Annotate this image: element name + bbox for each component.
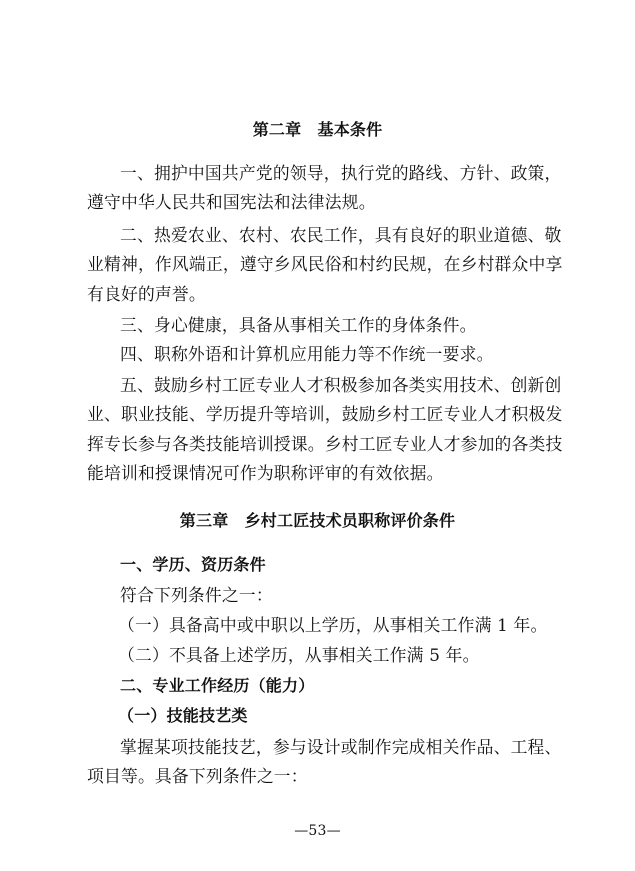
section-1-intro: 符合下列条件之一： bbox=[120, 585, 273, 605]
paragraph-5-line-2: 业、职业技能、学历提升等培训，鼓励乡村工匠专业人才积极发 bbox=[87, 404, 563, 424]
section-2-subheading: （一）技能技艺类 bbox=[118, 706, 248, 725]
section-1-item-1: （一）具备高中或中职以上学历，从事相关工作满 1 年。 bbox=[118, 615, 548, 635]
chapter-2-title: 第二章 基本条件 bbox=[252, 120, 383, 139]
paragraph-3: 三、身心健康，具备从事相关工作的身体条件。 bbox=[120, 315, 477, 335]
page-number: —53— bbox=[294, 823, 341, 839]
paragraph-2-line-3: 有良好的声誉。 bbox=[87, 284, 206, 304]
chapter-3-title: 第三章 乡村工匠技术员职称评价条件 bbox=[179, 511, 456, 530]
paragraph-1-line-2: 遵守中华人民共和国宪法和法律法规。 bbox=[87, 192, 376, 212]
paragraph-5-line-3: 挥专长参与各类技能培训授课。乡村工匠专业人才参加的各类技 bbox=[87, 434, 563, 454]
paragraph-2-line-1: 二、热爱农业、农村、农民工作，具有良好的职业道德、敬 bbox=[120, 225, 562, 245]
section-2-text-line-1: 掌握某项技能技艺，参与设计或制作完成相关作品、工程、 bbox=[120, 737, 562, 757]
paragraph-5-line-1: 五、鼓励乡村工匠专业人才积极参加各类实用技术、创新创 bbox=[120, 375, 562, 395]
paragraph-5-line-4: 能培训和授课情况可作为职称评审的有效依据。 bbox=[87, 463, 444, 483]
section-1-heading: 一、学历、资历条件 bbox=[120, 555, 266, 574]
section-1-item-2: （二）不具备上述学历，从事相关工作满 5 年。 bbox=[118, 645, 480, 665]
section-2-text-line-2: 项目等。具备下列条件之一： bbox=[87, 766, 308, 786]
paragraph-1-line-1: 一、拥护中国共产党的领导，执行党的路线、方针、政策， bbox=[120, 163, 562, 183]
section-2-heading: 二、专业工作经历（能力） bbox=[120, 676, 315, 695]
paragraph-4: 四、职称外语和计算机应用能力等不作统一要求。 bbox=[120, 344, 494, 364]
paragraph-2-line-2: 业精神，作风端正，遵守乡风民俗和村约民规，在乡村群众中享 bbox=[87, 254, 563, 274]
